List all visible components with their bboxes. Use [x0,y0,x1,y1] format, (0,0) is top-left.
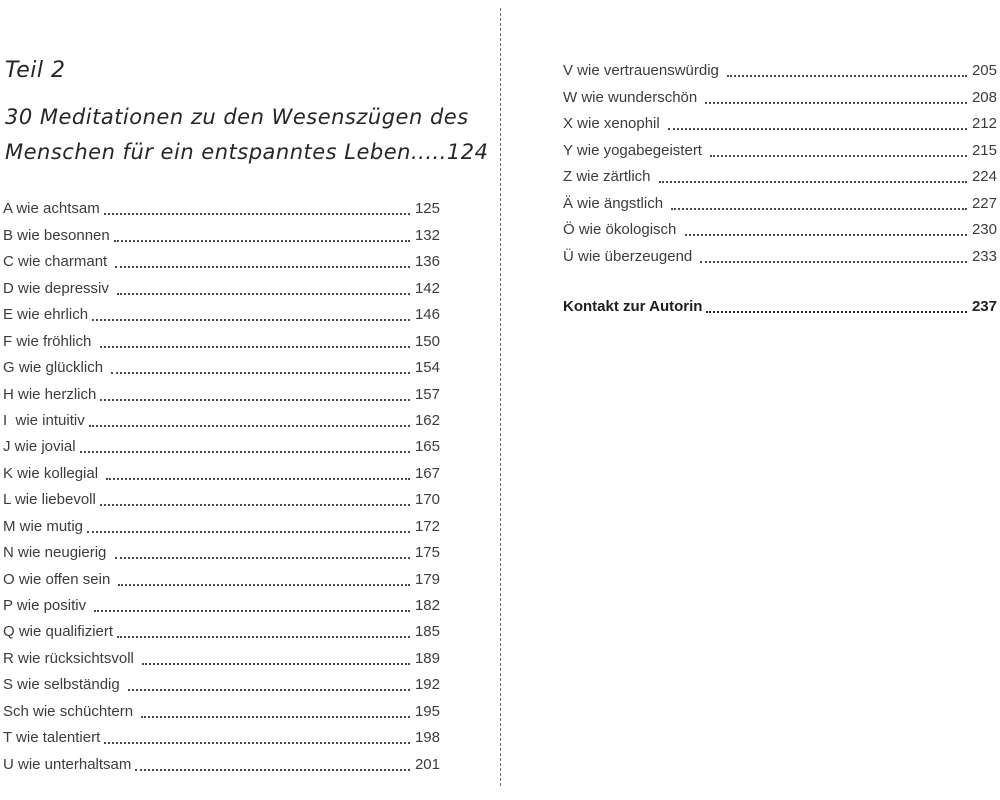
toc-entry-page: 233 [971,247,997,265]
toc-entry-page: 179 [414,570,440,588]
toc-entry-label: H wie herzlich [3,385,97,403]
toc-entry-page: 189 [414,649,440,667]
dot-leader [727,75,967,77]
dot-leader [104,742,410,744]
dot-leader [100,504,410,506]
toc-entry-label: T wie talentiert [3,729,101,747]
toc-entry-page: 172 [414,517,440,535]
toc-entry-label: N wie neugierig [3,544,111,562]
toc-entry [3,642,440,668]
dot-leader [141,716,410,718]
dot-leader [80,451,410,453]
toc-entry-page: 201 [414,755,440,773]
dot-leader [117,293,410,295]
toc-entry-page: 125 [414,200,440,218]
toc-entry-page: 132 [414,226,440,244]
dot-leader [671,208,967,210]
toc-entry-page: 170 [414,491,440,509]
toc-entry-page: 230 [971,221,997,239]
dot-leader [668,128,967,130]
toc-entry-label: I wie intuitiv [3,411,85,429]
toc-entry [3,299,440,325]
dot-leader [700,261,967,263]
toc-entry-label: S wie selbständig [3,676,124,694]
toc-entry-label: V wie vertrauenswürdig [563,62,724,80]
toc-entry [3,219,440,245]
section-title-line2-text: Menschen für ein entspanntes Leben [5,140,411,164]
toc-entry [563,134,997,160]
dot-leader [115,266,410,268]
toc-entry-page: 146 [414,306,440,324]
toc-entry [3,352,440,378]
section-title-leader-dots: ..... [410,140,447,164]
dot-leader [135,769,410,771]
toc-entry [3,431,440,457]
toc-entry [3,246,440,272]
dot-leader [128,689,410,691]
toc-entry-label: K wie kollegial [3,464,103,482]
toc-entry [3,590,440,616]
toc-entry [3,193,440,219]
toc-entry-page: 162 [414,411,440,429]
toc-entry-label: Sch wie schüchtern [3,702,138,720]
toc-entry-label: Q wie qualifiziert [3,623,114,641]
toc-entry [3,378,440,404]
toc-entry-page: 224 [971,168,997,186]
toc-entry-label: O wie offen sein [3,570,115,588]
dot-leader [706,311,967,313]
toc-entry-label: Ä wie ängstlich [563,194,668,212]
toc-entry [563,161,997,187]
toc-entry-page: 192 [414,676,440,694]
dot-leader [659,181,967,183]
dot-leader [111,372,410,374]
toc-entry-page: 167 [414,464,440,482]
dot-leader [100,399,410,401]
toc-entry-page: 136 [414,253,440,271]
toc-entry-label: C wie charmant [3,253,112,271]
toc-entry-page: 185 [414,623,440,641]
toc-entry [3,537,440,563]
toc-entry-page: 198 [414,729,440,747]
toc-entry-page: 154 [414,359,440,377]
toc-entry [563,214,997,240]
dot-leader [117,636,410,638]
toc-entry [3,563,440,589]
toc-entry-page: 212 [971,115,997,133]
toc-entry-label: U wie unterhaltsam [3,755,132,773]
toc-entry [563,240,997,266]
toc-entry-page: 142 [414,279,440,297]
toc-entry-page: 175 [414,544,440,562]
dot-leader [106,478,410,480]
section-title-line2 [5,135,489,170]
dot-leader [142,663,410,665]
toc-entry-page: 165 [414,438,440,456]
toc-entry-page: 195 [414,702,440,720]
contact-entry-label: Kontakt zur Autorin [563,298,703,316]
toc-entry-label: B wie besonnen [3,226,110,244]
toc-entry [563,108,997,134]
contact-entry-page: 237 [971,298,997,316]
dot-leader [104,213,410,215]
toc-entry-label: Z wie zärtlich [563,168,655,186]
dot-leader [115,557,410,559]
toc-entry [3,325,440,351]
section-label: Teil 2 [5,58,66,83]
toc-entry-label: J wie jovial [3,438,76,456]
toc-entry-page: 208 [971,88,997,106]
toc-entry-label: F wie fröhlich [3,332,96,350]
toc-entry-label: Ü wie überzeugend [563,247,697,265]
toc-entry [3,748,440,774]
dot-leader [92,319,410,321]
toc-entry [3,405,440,431]
dot-leader [94,610,410,612]
right-toc-list [563,55,997,267]
left-toc-list [3,193,440,775]
toc-entry-page: 157 [414,385,440,403]
toc-entry-label: W wie wunderschön [563,88,702,106]
toc-entry-page: 182 [414,597,440,614]
dot-leader [87,531,410,533]
toc-entry [3,616,440,642]
toc-entry [563,81,997,107]
toc-entry [3,510,440,536]
toc-entry-label: D wie depressiv [3,279,114,297]
toc-entry [3,457,440,483]
section-title [5,100,489,170]
toc-entry [3,722,440,748]
dot-leader [685,234,967,236]
dot-leader [705,102,967,104]
toc-entry [3,695,440,721]
toc-entry-label: M wie mutig [3,517,84,535]
dot-leader [100,346,410,348]
toc-entry-label: A wie achtsam [3,200,100,218]
toc-entry-label: Y wie yogabegeistert [563,141,707,159]
dot-leader [118,584,410,586]
toc-entry-page: 227 [971,194,997,212]
page-divider [500,8,501,786]
toc-entry-label: L wie liebevoll [3,491,96,509]
toc-entry-label: Ö wie ökologisch [563,221,681,239]
toc-entry-label: E wie ehrlich [3,306,89,324]
dot-leader [89,425,410,427]
toc-entry-page: 215 [971,141,997,159]
toc-entry-page: 205 [971,62,997,80]
contact-entry [563,291,997,317]
dot-leader [114,240,410,242]
toc-entry [3,484,440,510]
toc-entry [3,669,440,695]
toc-entry-label: G wie glücklich [3,359,108,377]
toc-entry [3,272,440,298]
toc-entry-label: P wie positiv [3,597,91,614]
toc-entry-label: X wie xenophil [563,115,664,133]
dot-leader [710,155,967,157]
toc-entry [563,187,997,213]
toc-entry-page: 150 [414,332,440,350]
toc-entry-label: R wie rücksichtsvoll [3,649,139,667]
section-title-line1: 30 Meditationen zu den Wesenszügen des [5,105,469,129]
toc-entry [563,55,997,81]
section-title-page-number: 124 [446,140,489,164]
